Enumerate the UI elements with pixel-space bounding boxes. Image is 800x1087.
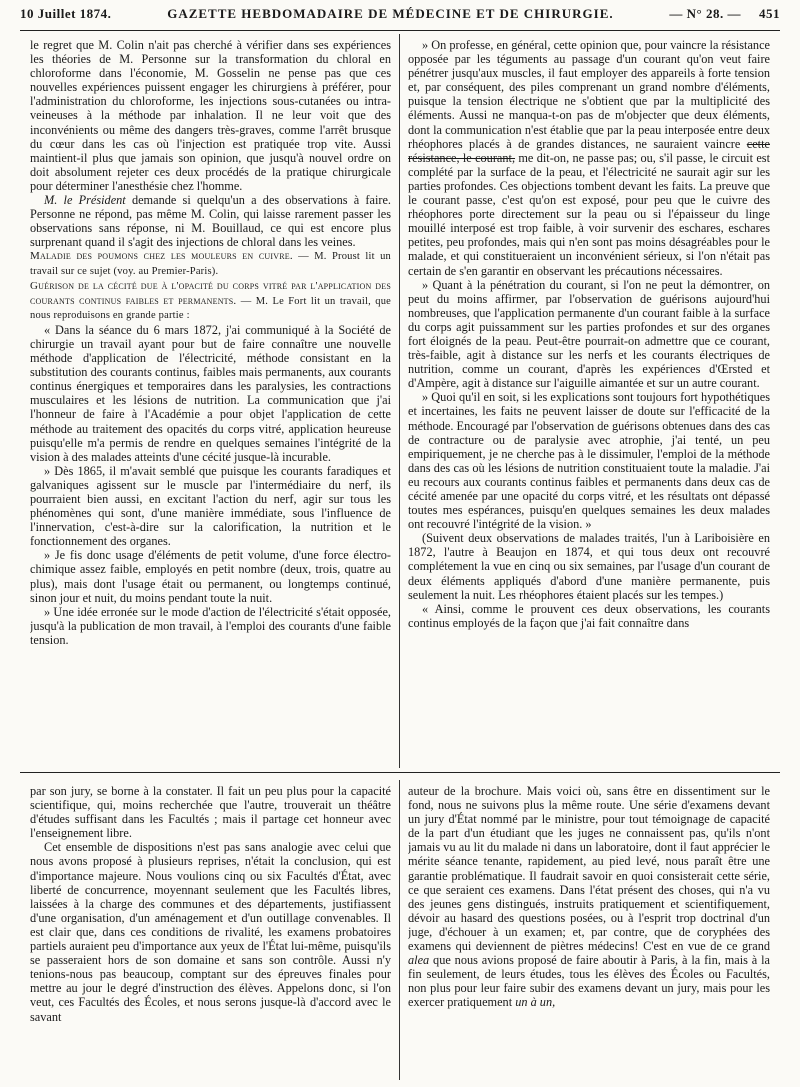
- top-left-column: [30, 38, 391, 766]
- section-text: — M. Le Fort lit un travail, que nous reproduisons en grande partie :: [30, 295, 391, 321]
- section-title: Guérison de la cécité due à l'opacité du corps vitré par l'application des courants continus faibles et permanents.: [30, 279, 391, 307]
- section-heading: [30, 249, 391, 278]
- paragraph: « Ainsi, comme le prouvent ces deux observations, les courants continus employés de la façon que j'ai fait connaître dans: [408, 601, 770, 630]
- paragraph-text: que nous avions proposé de faire aboutir à Paris, à la fin, mais à la fin seulement, de leurs études, tous les élèves des Écoles ou Facultés, non plus pour leur faire subir des examens devant un jury, mais pour les exercer pratiquement: [408, 953, 770, 1010]
- page-number: 451: [759, 6, 780, 21]
- paragraph-text: demande si quelqu'un a des observations à faire. Personne ne répond, pas même M. Colin, qui laisse rarement passer les observations sans réponse, ni M. Bouillaud, ce qui est encore plus surprenant quand il s'agit des injections de chloral dans les veines.: [30, 193, 391, 250]
- paragraph: Cet ensemble de dispositions n'est pas sans analogie avec celui que nous avons proposé à plusieurs reprises, n'était la conclusion, qui est d'importance majeure. Nous voulions cinq ou six Facultés d'État, avec liberté de concurrence, moyennant seulement que les Facultés libres, laissées à la charge des communes et des départements, justifiassent d'une organisation, d'un aménagement et d'un outillage convenables. Il est clair que, dans ces conditions de rivalité, les examens probatoires partiels auraient peu d'importance aux yeux de l'État lui-même, puisqu'ils se passeraient hors de son domaine et sans son contrôle. Aussi n'y tenions-nous pas beaucoup, comptant sur des épreuves finales pour mettre au jour le degré d'instruction des élèves. Appelons donc, si l'on veut, ces Facultés des Écoles, et nous serons jusque-là d'accord avec le savant: [30, 840, 391, 1024]
- paragraph: » Je fis donc usage d'éléments de petit volume, d'une force électro-chimique assez faible, employés en petit nombre (deux, trois, quatre au plus), mais dont l'usage était ou permanent, ou longtemps continué, sinon jour et nuit, du moins pendant toute la nuit.: [30, 548, 391, 605]
- speaker-name: M. le Président: [44, 193, 126, 208]
- italic-word: alea: [408, 953, 430, 968]
- paragraph: [408, 784, 770, 1010]
- paragraph: par son jury, se borne à la constater. Il fait un peu plus pour la capacité scientifique, qui, moins recherchée que l'autre, trouverait un théâtre d'études suffisant dans les Facultés ; mais il partage cet honneur avec l'enseignement libre.: [30, 784, 391, 841]
- journal-title: GAZETTE HEBDOMADAIRE DE MÉDECINE ET DE CHIRURGIE.: [167, 6, 614, 21]
- top-column-divider: [399, 34, 400, 768]
- paragraph-text: » On professe, en général, cette opinion que, pour vaincre la résistance opposée par les téguments au passage d'un courant qu'on veut faire pénétrer jusqu'aux muscles, il faut employer des appareils à forte tension et, par conséquent, des piles comprenant un grand nombre d'éléments, puisque la tension électrique ne s'obtient que par la multiplicité des éléments. Aussi ne manqua-t-on pas de m'objecter que deux éléments, dont la communication n'est établie que par la peau interposée entre deux rhéophores placés à de grandes distances, ne sauraient vaincre: [408, 38, 770, 151]
- section-title: Maladie des poumons chez les mouleurs en cuivre.: [30, 250, 293, 263]
- paragraph: le regret que M. Colin n'ait pas cherché à vérifier dans ses expériences les théories de M. Personne sur la transformation du chloral en chloroforme dans l'économie, M. Gosselin ne pense pas que ces nouvelles expériences puissent engager les chirurgiens à préférer, pour l'administration du chloroforme, les injections sous-cutanées ou intra-veineuses à la méthode par inhalation. Il ne leur voit que des inconvénients ou même des dangers très-graves, comme l'arrêt brusque du cœur dans les cas où l'injection est pratiquée trop vite. Aussi maintient-il plus que jamais son opinion, que jusqu'à nouvel ordre on doit absolument rejeter ces deux procédés de la pratique chirurgicale pour déterminer l'anesthésie chez l'homme.: [30, 38, 391, 193]
- header-date: 10 Juillet 1874.: [20, 6, 112, 21]
- paragraph: » Une idée erronée sur le mode d'action de l'électricité s'était opposée, jusqu'à la publication de mon travail, à l'emploi des courants d'une faible tension.: [30, 604, 391, 647]
- paragraph: » Quoi qu'il en soit, si les explications sont toujours fort hypothétiques et incertaines, les faits ne peuvent laisser de doute sur l'efficacité de la méthode. Encouragé par l'observation de guérisons obtenues dans des cas de contracture ou de paralysie avec atrophie, j'ai tenté, un peu empiriquement, je ne cherche pas à le dissimuler, l'emploi de la méthode dans des cas où les lésions de nutrition constituaient toute la maladie. J'ai eu recours aux courants continus faibles et permanents dans deux cas de cécité amenée par une opacité du corps vitré, et les résultats ont dépassé toutes mes espérances, puisqu'en quelques semaines les deux malades ont recouvré l'intégrité de la vision. »: [408, 390, 770, 532]
- bottom-right-column: [408, 784, 770, 1082]
- paragraph: » Quant à la pénétration du courant, si l'on ne peut la démontrer, on peut du moins affirmer, par l'observation de guérisons aujourd'hui nombreuses, que l'application permanente d'un courant faible à la surface du corps agit puissamment sur les parties profondes et sur des organes fort éloignés de la peau. Peut-être pourrait-on admettre que ce courant, très-faible, agit à distance sur les nerfs et les courants électriques de nutrition, comme un courant, d'après les expériences d'Œrsted et d'Ampère, agit à distance sur l'aiguille aimantée et sur un autre courant.: [408, 277, 770, 391]
- running-header: [20, 6, 780, 28]
- struck-text: cette résistance, le courant,: [408, 136, 770, 165]
- section-text: — M. Proust lit un travail sur ce sujet (voy. au Premier-Paris).: [30, 251, 391, 277]
- paragraph-text: me dit-on, ne passe pas; ou, s'il passe, le circuit est complété par la surface de la peau, et l'électricité ne saurait agir sur les parties profondes. Ces objections tombent devant les faits. La preuve que le courant passe, c'est qu'on est exposé, pour peu que le cuivre des rhéophores porte directement sur la peau ou si l'épaisseur du linge mouillé interposé est trop faible, à voir survenir des eschares, eschares petites, peu profondes, mais qui n'en sont pas moins désagréables pour le malade, et qui constitueraient un inconvénient sérieux, si l'on n'était pas certain de s'en garantir en observant les précautions nécessaires.: [408, 150, 770, 278]
- paragraph: [30, 193, 391, 249]
- section-heading: [30, 279, 391, 323]
- paragraph: (Suivent deux observations de malades traités, l'un à Lariboisière en 1872, l'autre à Beaujon en 1874, et qui tous deux ont recouvré complétement la vue en cinq ou six semaines, par l'usage d'un courant de deux éléments appliqués d'abord d'une manière permanente, puis seulement la nuit. Les rhéophores étaient placés sur les tempes.): [408, 531, 770, 602]
- italic-phrase: un à un,: [515, 995, 556, 1010]
- paragraph-text: auteur de la brochure. Mais voici où, sans être en dissentiment sur le fond, nous ne suivons plus la même route. Une série d'examens devant un jury d'État nommé par le ministre, pour tout témoignage de capacité de la part d'un étudiant que les juges ne connaissent pas, qu'ils n'ont jamais vu au lit du malade ni dans un laboratoire, dont il faut apprécier le mérite séance tenante, rapidement, au pied levé, nous paraît être une garantie problématique. Il faudrait savoir en quoi consisterait cette série, ce que seraient ces examens. Dans l'état présent des choses, qui n'a vu des jeunes gens distingués, instruits pratiquement et scientifiquement, dévoir au hasard des questions posées, ou à l'esprit trop doctrinal d'un juge, d'échouer à un examen; et, par contre, que de coryphées des examens qui deviennent de piètres médecins! C'est en vue de ce grand: [408, 784, 770, 954]
- section-divider-rule: [20, 772, 780, 773]
- paragraph: » Dès 1865, il m'avait semblé que puisque les courants faradiques et galvaniques agissent sur le muscle par l'intermédiaire du nerf, ils pourraient bien aussi, en excitant l'action du nerf, agir sur tous les phénomènes qui sont, d'une manière immédiate, sous l'influence de l'innervation, c'est-à-dire sur la calorification, la nutrition et le fonctionnement des organes.: [30, 463, 391, 549]
- bottom-left-column: [30, 784, 391, 1082]
- paragraph: [408, 38, 770, 278]
- issue-number: — N° 28. —: [669, 6, 741, 21]
- paragraph: « Dans la séance du 6 mars 1872, j'ai communiqué à la Société de chirurgie un travail ayant pour but de faire connaître une nouvelle méthode d'application de l'électricité, méthode consistant en la substitution des courants continus, faibles mais permanents, aux courants continus énergiques et temporaires dans les paralysies, les contractions musculaires et les lésions de nutrition. La communication que j'ai l'honneur de faire à l'Académie a pour objet l'application de cette méthode au traitement des opacités du corps vitré, application heureuse puisqu'elle m'a permis de rendre en quelques semaines l'intégrité de la vision à des malades atteints d'une cécité jusque-là incurable.: [30, 322, 391, 464]
- header-rule: [20, 30, 780, 31]
- top-right-column: [408, 38, 770, 766]
- bottom-column-divider: [399, 780, 400, 1080]
